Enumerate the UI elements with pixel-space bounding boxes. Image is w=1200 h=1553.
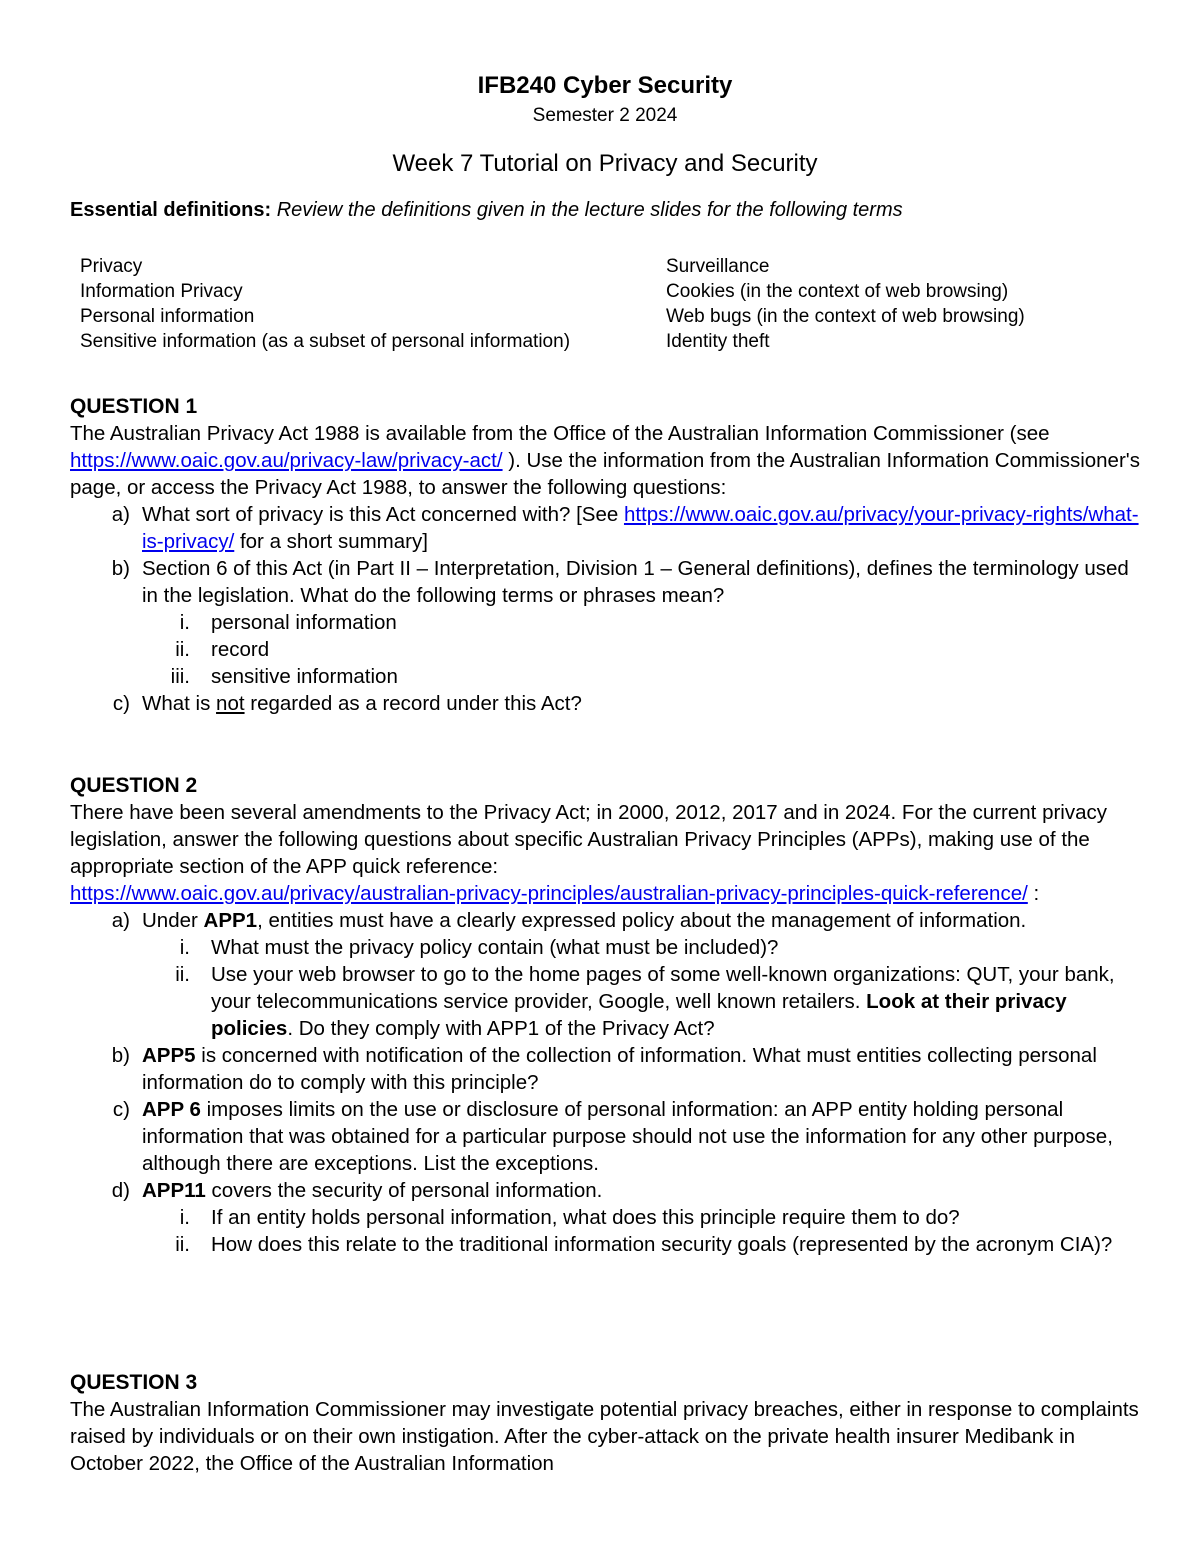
question-3 <box>70 1369 1140 1477</box>
definition-term: Sensitive information (as a subset of personal information) <box>80 331 571 352</box>
definitions-right-column <box>666 254 1025 354</box>
question-1c: c) What is not regarded as a record under this Act? <box>112 692 582 715</box>
privacy-act-link[interactable]: https://www.oaic.gov.au/privacy-law/privacy-act/ <box>70 449 503 472</box>
question-2c: c) APP 6 imposes limits on the use or disclosure of personal information: an APP entity holding personal information that was obtained for a particular purpose should not use the information for any other purpose, although there are exceptions. List the exceptions. <box>112 1098 1113 1175</box>
tutorial-title: Week 7 Tutorial on Privacy and Security <box>392 150 818 177</box>
definition-term: Surveillance <box>666 256 770 277</box>
essential-instruction-b: slides <box>650 199 702 221</box>
question-2-link-line: https://www.oaic.gov.au/privacy/australian-privacy-principles/australian-privacy-principles-quick-reference/ : <box>70 882 1040 905</box>
question-1-intro: The Australian Privacy Act 1988 is available from the Office of the Australian Information Commissioner (see https://www.oaic.gov.au/privacy-law/privacy-act/ ). Use the information from the Australian Information Commissioner's page, or access the Privacy Act 1988, to answer the following questions: <box>70 422 1140 499</box>
question-1b-i: i. personal information <box>179 611 397 634</box>
question-3-text: The Australian Information Commissioner may investigate potential privacy breaches, either in response to complaints raised by individuals or on their own instigation. After the cyber-attack on the private health insurer Medibank in October 2022, the Office of the Australian Information <box>70 1398 1139 1475</box>
question-3-heading: QUESTION 3 <box>70 1371 198 1394</box>
question-2a-ii: ii. Use your web browser to go to the home pages of some well-known organizations: QUT, your bank, your telecommunications service provider, Google, well known retailers. Look at their privacy policies. Do they comply with APP1 of the Privacy Act? <box>175 963 1115 1040</box>
course-title: IFB240 Cyber Security <box>477 72 733 99</box>
essential-definitions-label: Essential definitions <box>70 199 265 221</box>
definition-term: Information Privacy <box>80 281 243 302</box>
question-1 <box>70 393 1140 717</box>
definition-term: Personal information <box>80 306 255 327</box>
what-is-privacy-link[interactable]: https://www.oaic.gov.au/privacy/your-privacy-rights/what-is-privacy/ <box>142 503 1139 553</box>
question-2d-i: i. If an entity holds personal information, what does this principle require them to do? <box>179 1206 960 1229</box>
question-2a: a) Under APP1, entities must have a clearly expressed policy about the management of information. <box>111 909 1027 932</box>
app-quick-reference-link[interactable]: https://www.oaic.gov.au/privacy/australian-privacy-principles/australian-privacy-principles-quick-reference/ <box>70 882 1028 905</box>
question-1b: b) Section 6 of this Act (in Part II – Interpretation, Division 1 – General definitions), defines the terminology used in the legislation. What do the following terms or phrases mean? <box>111 557 1129 607</box>
essential-definitions-line: Essential definitions: Review the definitions given in the lecture slides for the following terms <box>70 199 903 221</box>
question-2d-ii: ii. How does this relate to the traditional information security goals (represented by the acronym CIA)? <box>175 1233 1113 1256</box>
definition-term: Privacy <box>80 256 143 277</box>
essential-instruction-c: for the following terms <box>706 199 903 221</box>
question-2-intro: There have been several amendments to the Privacy Act; in 2000, 2012, 2017 and in 2024. For the current privacy legislation, answer the following questions about specific Australian Privacy Principles (APPs), making use of the appropriate section of the APP quick reference: <box>70 801 1108 878</box>
semester-label: Semester 2 2024 <box>532 105 678 126</box>
essential-instruction-a: Review the definitions given in the lecture <box>276 199 645 221</box>
question-2-heading: QUESTION 2 <box>70 774 198 797</box>
question-1-heading: QUESTION 1 <box>70 395 198 418</box>
question-2d: d) APP11 covers the security of personal information. <box>111 1179 603 1202</box>
question-2 <box>70 772 1140 1258</box>
definitions-left-column <box>80 254 570 354</box>
question-1a: a) What sort of privacy is this Act concerned with? [See https://www.oaic.gov.au/privacy/your-privacy-rights/what-is-privacy/ for a short summary] <box>111 503 1139 553</box>
question-1b-iii: iii. sensitive information <box>170 665 398 688</box>
question-1b-ii: ii. record <box>175 638 270 661</box>
question-2a-i: i. What must the privacy policy contain (what must be included)? <box>179 936 779 959</box>
definition-term: Identity theft <box>666 331 770 352</box>
definition-term: Web bugs (in the context of web browsing) <box>666 306 1025 327</box>
question-2b: b) APP5 is concerned with notification of the collection of information. What must entities collecting personal information do to comply with this principle? <box>111 1044 1097 1094</box>
definition-term: Cookies (in the context of web browsing) <box>666 281 1009 302</box>
